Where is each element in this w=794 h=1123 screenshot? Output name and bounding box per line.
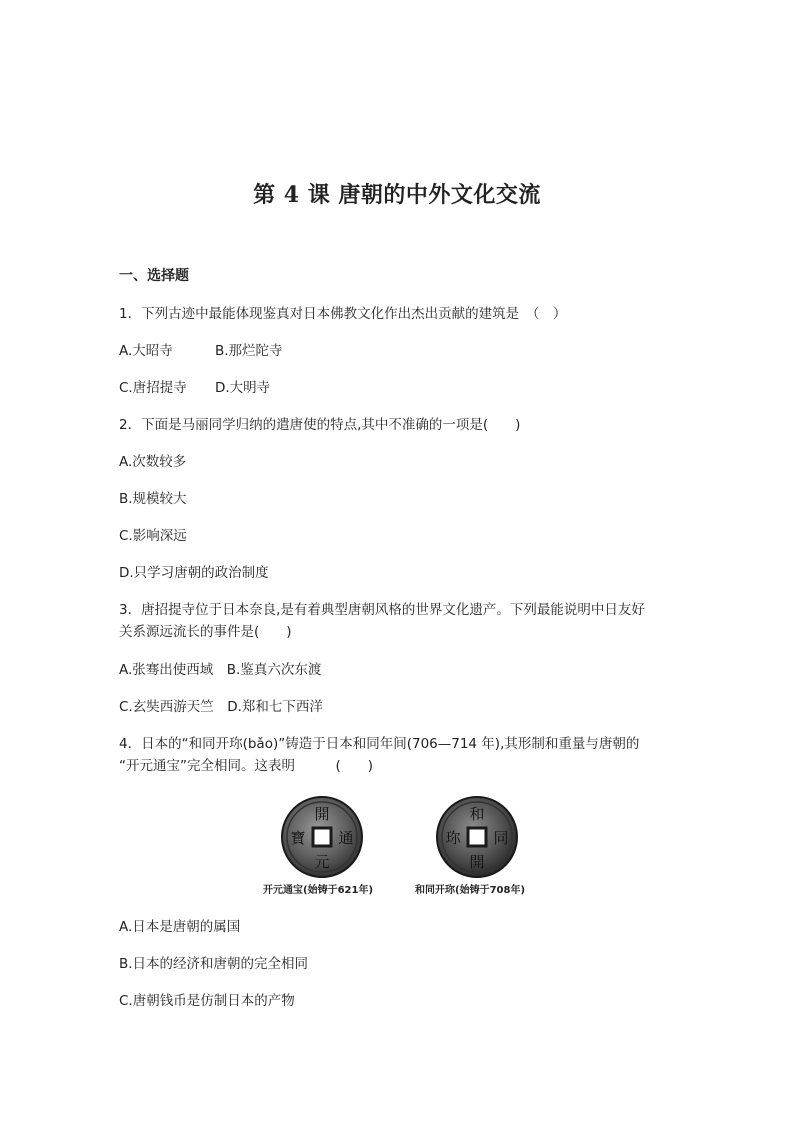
option-a: A.大昭寺: [119, 343, 173, 359]
coin1-char-right: 通: [338, 829, 354, 847]
coins-image: [255, 795, 545, 881]
page-title: 第 4 课 唐朝的中外文化交流: [253, 182, 541, 208]
question-4-option-b: B.日本的经济和唐朝的完全相同: [119, 956, 309, 972]
question-3-options-cd: C.玄奘西游天竺 D.郑和七下西洋: [119, 699, 323, 715]
coin-kaiyuan-tongbao: [282, 797, 362, 877]
coin2-char-top: 和: [469, 805, 485, 823]
question-2-option-b: B.规模较大: [119, 491, 187, 507]
coins-figure: [255, 795, 545, 905]
coin1-char-bottom: 元: [314, 853, 330, 871]
question-2-stem: 2．下面是马丽同学归纳的遣唐使的特点,其中不准确的一项是( ): [119, 417, 521, 433]
coin2-caption: 和同开珎(始铸于708年): [415, 885, 526, 896]
question-4-option-a: A.日本是唐朝的属国: [119, 919, 241, 935]
question-3-stem-line-1: 3．唐招提寺位于日本奈良,是有着典型唐朝风格的世界文化遗产。下列最能说明中日友好: [119, 602, 645, 618]
question-4-stem-line-1: 4．日本的“和同开珎(bǎo)”铸造于日本和同年间(706—714 年),其形制和重量与唐朝的: [119, 736, 640, 752]
coin1-char-top: 開: [314, 805, 330, 823]
coin1-char-left: 寶: [290, 829, 306, 847]
coin2-char-bottom: 開: [469, 853, 485, 871]
question-3-options-ab: A.张骞出使西域 B.鉴真六次东渡: [119, 662, 322, 678]
coin-wado-kaichin: [437, 797, 517, 877]
question-4-stem-line-2: “开元通宝”完全相同。这表明 ( ): [119, 758, 374, 774]
question-2-option-d: D.只学习唐朝的政治制度: [119, 565, 269, 581]
section-heading: 一、选择题: [119, 268, 189, 284]
coin2-char-right: 同: [493, 829, 509, 847]
option-b: B.那烂陀寺: [215, 343, 283, 359]
question-3-stem-line-2: 关系源远流长的事件是( ): [119, 624, 292, 640]
option-d: D.大明寺: [215, 380, 271, 396]
coin1-caption: 开元通宝(始铸于621年): [263, 885, 374, 896]
question-2-option-a: A.次数较多: [119, 454, 187, 470]
question-4-option-c: C.唐朝钱币是仿制日本的产物: [119, 993, 295, 1009]
question-1-options-ab: [119, 340, 283, 362]
coin2-char-left: 珎: [445, 829, 461, 847]
question-2-option-c: C.影响深远: [119, 528, 187, 544]
question-1-stem: 1．下列古迹中最能体现鉴真对日本佛教文化作出杰出贡献的建筑是 （ ）: [119, 306, 567, 322]
question-1-options-cd: [119, 377, 270, 399]
option-c: C.唐招提寺: [119, 380, 187, 396]
